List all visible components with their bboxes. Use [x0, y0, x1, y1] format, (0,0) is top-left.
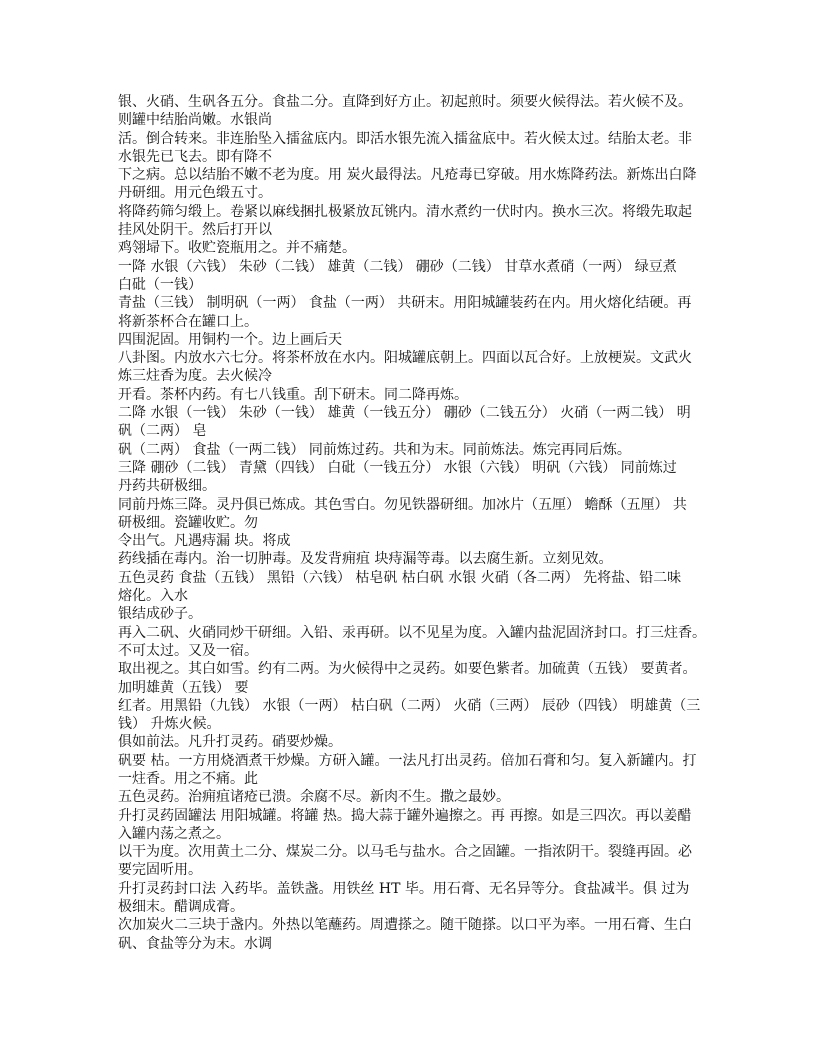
text-line: 取出视之。其白如雪。约有二两。为火候得中之灵药。如要色紫者。加硫黄（五钱） 要黄者。 [118, 661, 697, 678]
text-line: 升打灵药固罐法 用阳城罐。将罐 热。捣大蒜于罐外遍擦之。再 再擦。如是三四次。再以姜醋 [118, 807, 692, 824]
text-line: 升打灵药封口法 入药毕。盖铁盏。用铁丝 HT 毕。用石膏、无名异等分。食盐减半。俱 过为 [118, 880, 690, 897]
text-line: 活。倒合转来。非连胎坠入擂盆底内。即活水银先流入擂盆底中。若火候太过。结胎太老。非 [118, 130, 692, 147]
text-line: 加明雄黄（五钱） 要 [118, 679, 249, 696]
text-line: 开看。茶杯内药。有七八钱重。刮下研末。同二降再炼。 [118, 386, 468, 403]
text-line: 以干为度。次用黄土二分、煤炭二分。以马毛与盐水。合之固罐。一指浓阴干。裂缝再固。必 [118, 844, 692, 861]
document-page [118, 93, 708, 953]
text-line: 鸡翎埽下。收贮瓷瓶用之。并不痛楚。 [118, 240, 356, 257]
text-line: 矾（二两） 食盐（一两二钱） 同前炼过药。共和为末。同前炼法。炼完再同后炼。 [118, 441, 631, 458]
text-line: 二降 水银（一钱） 朱砂（一钱） 雄黄（一钱五分） 硼砂（二钱五分） 火硝（一两二钱） 明 [118, 405, 691, 422]
text-line: 入罐内荡之煮之。 [118, 825, 230, 842]
text-line: 不可太过。又及一宿。 [118, 642, 258, 659]
text-line: 白砒（一钱） [118, 276, 202, 293]
text-line: 极细末。醋调成膏。 [118, 899, 244, 916]
text-line: 挂风处阴干。然后打开以 [118, 222, 272, 239]
text-line: 炼三炷香为度。去火候冷 [118, 368, 272, 385]
text-line: 银、火硝、生矾各五分。食盐二分。直降到好方止。初起煎时。须要火候得法。若火候不及。 [118, 94, 692, 110]
text-line: 水银先已飞去。即有降不 [118, 148, 272, 165]
text-line: 三降 硼砂（二钱） 青黛（四钱） 白砒（一钱五分） 水银（六钱） 明矾（六钱） 同前炼过 [118, 459, 677, 476]
text-line: 下之病。总以结胎不嫩不老为度。用 炭火最得法。凡疮毒已穿破。用水炼降药法。新炼出白降 [118, 167, 697, 184]
text-line: 青盐（三钱） 制明矾（一两） 食盐（一两） 共研末。用阳城罐装药在内。用火熔化结硬。再 [118, 295, 692, 312]
text-line: 则罐中结胎尚嫩。水银尚 [118, 112, 272, 129]
text-line: 矾要 枯。一方用烧酒煮干炒燥。方研入罐。一法凡打出灵药。倍加石膏和匀。复入新罐内。打 [118, 752, 697, 769]
text-line: 研极细。瓷罐收贮。勿 [118, 514, 258, 531]
text-line: 四围泥固。用铜杓一个。边上画后天 [118, 331, 342, 348]
text-line: 红者。用黑铅（九钱） 水银（一两） 枯白矾（二两） 火硝（三两） 辰砂（四钱） 明雄黄（三 [118, 697, 701, 714]
text-line: 八卦图。内放水六七分。将茶杯放在水内。阳城罐底朝上。四面以瓦合好。上放梗炭。文武火 [118, 350, 692, 367]
text-line: 将新茶杯合在罐口上。 [118, 313, 258, 330]
text-line: 丹研细。用元色缎五寸。 [118, 185, 272, 202]
text-line: 熔化。入水 [118, 588, 188, 605]
text-line: 再入二矾、火硝同炒干研细。入铅、汞再研。以不见星为度。入罐内盐泥固济封口。打三炷香。 [118, 624, 706, 641]
text-line: 矾、食盐等分为末。水调 [118, 935, 272, 952]
text-line: 一炷香。用之不痛。此 [118, 770, 258, 787]
text-line: 令出气。凡遇痔漏 块。将成 [118, 533, 291, 550]
text-line: 药线插在毒内。治一切肿毒。及发背痈疽 块痔漏等毒。以去腐生新。立刻见效。 [118, 551, 613, 568]
text-line: 银结成砂子。 [118, 606, 202, 623]
text-line: 同前丹炼三降。灵丹俱已炼成。其色雪白。勿见铁器研细。加冰片（五厘） 蟾酥（五厘） 共 [118, 496, 687, 513]
text-line: 次加炭火二三块于盏内。外热以笔蘸药。周遭搽之。随干随搽。以口平为率。一用石膏、生白 [118, 917, 692, 934]
text-line: 俱如前法。凡升打灵药。硝要炒燥。 [118, 734, 342, 751]
text-line: 丹药共研极细。 [118, 478, 216, 495]
text-line: 五色灵药。治痈疽诸疮已溃。余腐不尽。新肉不生。撒之最妙。 [118, 789, 510, 806]
text-line: 要完固听用。 [118, 862, 202, 879]
text-line: 五色灵药 食盐（五钱） 黑铅（六钱） 枯皂矾 枯白矾 水银 火硝（各二两） 先将盐、铅二味 [118, 569, 682, 586]
text-line: 矾（二两） 皂 [118, 423, 207, 440]
text-line: 钱） 升炼火候。 [118, 716, 221, 733]
text-line: 将降药筛匀缎上。卷紧以麻线捆扎极紧放瓦铫内。清水煮约一伏时内。换水三次。将缎先取起 [118, 203, 692, 220]
text-line: 一降 水银（六钱） 朱砂（二钱） 雄黄（二钱） 硼砂（二钱） 甘草水煮硝（一两） 绿豆煮 [118, 258, 677, 275]
